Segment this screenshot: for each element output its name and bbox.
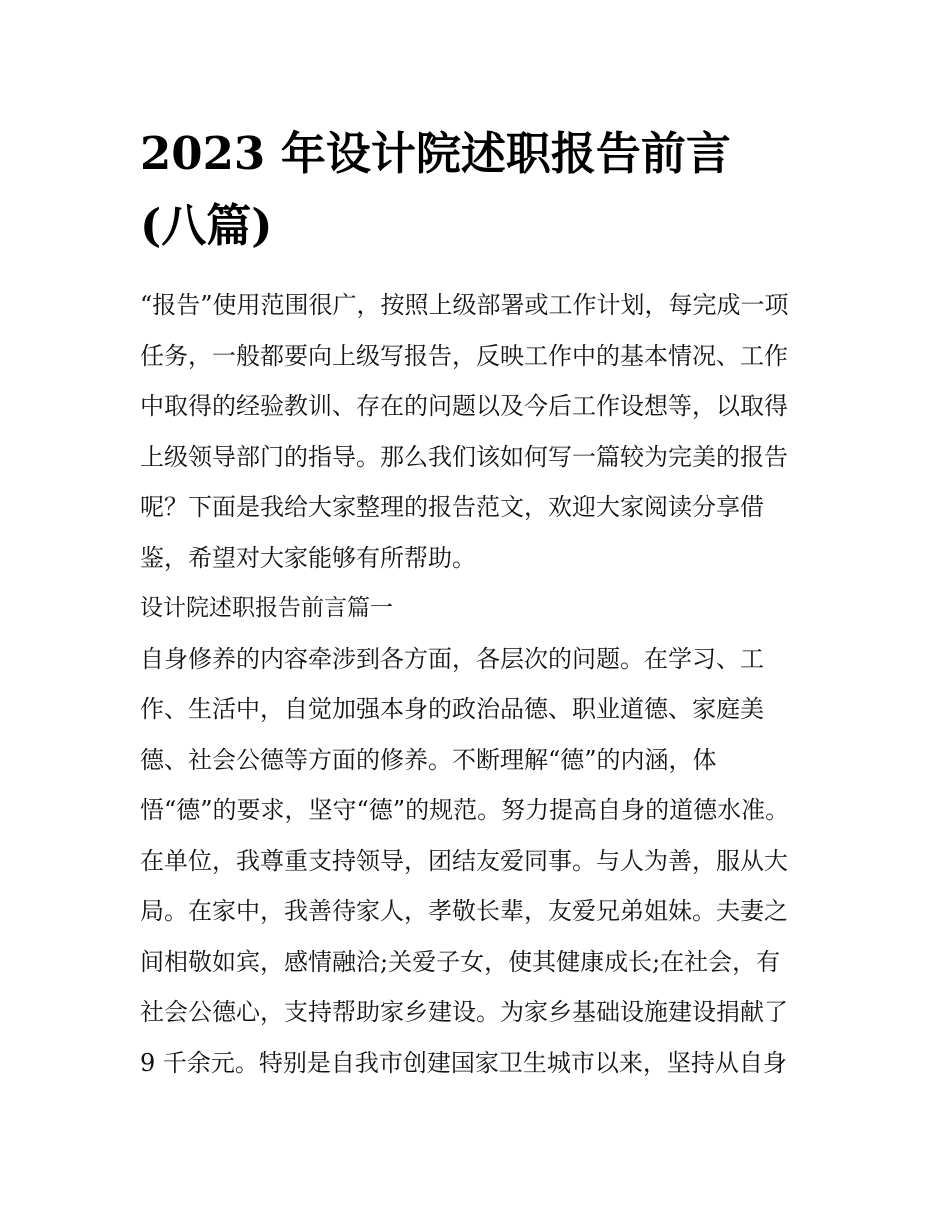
section-line: 自身修养的内容牵涉到各方面，各层次的问题。在学习、工	[140, 644, 764, 673]
title-line: 2023 年设计院述职报告前言	[140, 127, 731, 180]
intro-line: 中取得的经验教训、存在的问题以及今后工作设想等，以取得	[140, 392, 788, 420]
section-line: 德、社会公德等方面的修养。不断理解“德”的内涵，体	[140, 745, 717, 774]
section-line: 9 千余元。特别是自我市创建国家卫生城市以来，坚持从自身	[140, 1048, 787, 1077]
intro-line: “报告”使用范围很广，按照上级部署或工作计划，每完成一项	[140, 291, 789, 319]
page-title	[140, 118, 820, 262]
intro-line: 鉴，希望对大家能够有所帮助。	[140, 543, 476, 572]
title-line: (八篇)	[140, 199, 273, 252]
section-heading: 设计院述职报告前言篇一	[140, 595, 393, 621]
section-line: 间相敬如宾，感情融洽;关爱子女，使其健康成长;在社会，有	[140, 947, 781, 976]
intro-line: 呢？下面是我给大家整理的报告范文，欢迎大家阅读分享借	[140, 493, 764, 521]
section-line: 社会公德心，支持帮助家乡建设。为家乡基础设施建设捐献了	[140, 998, 788, 1026]
document-body	[140, 280, 830, 1088]
section-line: 在单位，我尊重支持领导，团结友爱同事。与人为善，服从大	[140, 846, 788, 875]
section-line: 作、生活中，自觉加强本身的政治品德、职业道德、家庭美	[140, 695, 764, 723]
section-line: 局。在家中，我善待家人，孝敬长辈，友爱兄弟姐妹。夫妻之	[140, 897, 788, 925]
intro-line: 上级领导部门的指导。那么我们该如何写一篇较为完美的报告	[140, 442, 788, 471]
intro-line: 任务，一般都要向上级写报告，反映工作中的基本情况、工作	[140, 341, 788, 370]
section-line: 悟“德”的要求，坚守“德”的规范。努力提高自身的道德水准。	[140, 796, 790, 824]
